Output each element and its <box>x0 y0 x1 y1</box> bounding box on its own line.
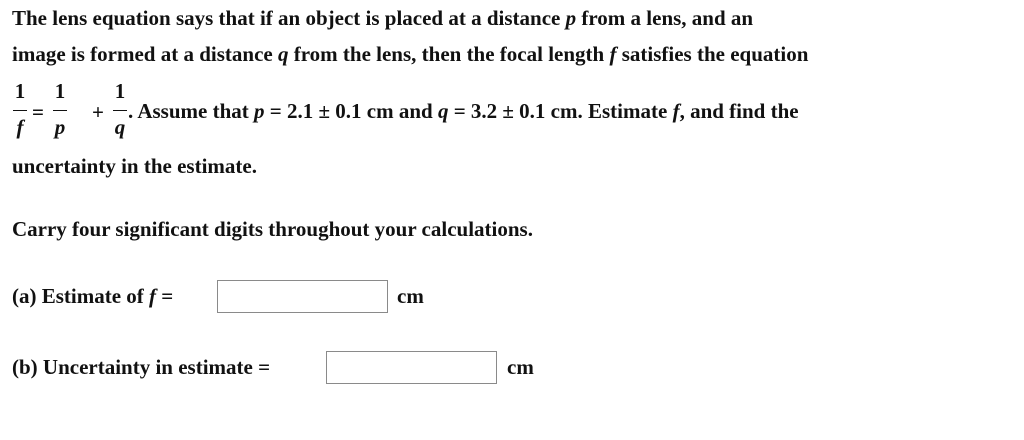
variable-p: p <box>565 6 577 30</box>
problem-text: from the lens, then the focal length <box>288 42 610 66</box>
problem-text: The lens equation says that if an object is placed at a distance <box>12 6 566 30</box>
part-b-label <box>12 355 270 379</box>
fraction-bar <box>53 110 67 111</box>
problem-line-2 <box>12 42 808 66</box>
variable-f: f <box>609 42 617 66</box>
fraction-bar <box>113 110 127 111</box>
part-b-text: (b) Uncertainty in estimate = <box>12 355 271 379</box>
fraction-denominator: p <box>54 115 66 139</box>
problem-text: = 3.2 ± 0.1 cm. Estimate <box>448 99 673 123</box>
plus-sign: + <box>92 100 104 124</box>
variable-q: q <box>277 42 289 66</box>
fraction-numerator: 1 <box>54 79 66 103</box>
problem-text: . Assume that <box>128 99 255 123</box>
fraction-bar <box>13 110 27 111</box>
variable-f: f <box>149 284 157 308</box>
problem-text: from a lens, and an <box>576 6 754 30</box>
uncertainty-input[interactable] <box>326 351 497 384</box>
instruction-text <box>12 217 533 241</box>
part-a-unit <box>397 284 424 308</box>
instruction-label: Carry four significant digits throughout your calculations. <box>12 217 533 241</box>
focal-length-input[interactable] <box>217 280 388 313</box>
unit-label: cm <box>507 355 534 379</box>
equals-sign: = <box>32 100 44 124</box>
fraction-denominator: f <box>16 115 24 139</box>
part-b-unit <box>507 355 534 379</box>
part-a-text: (a) Estimate of <box>12 284 150 308</box>
problem-line-1 <box>12 6 753 30</box>
fraction-numerator: 1 <box>14 79 26 103</box>
problem-text: uncertainty in the estimate. <box>12 154 257 178</box>
part-a-equals: = <box>156 284 174 308</box>
fraction-denominator: q <box>114 115 126 139</box>
problem-text: , and find the <box>679 99 799 123</box>
variable-p: p <box>254 99 265 123</box>
problem-line-3 <box>128 99 799 123</box>
problem-text: = 2.1 ± 0.1 cm and <box>264 99 438 123</box>
problem-text: image is formed at a distance <box>12 42 278 66</box>
variable-q: q <box>437 99 449 123</box>
variable-f: f <box>672 99 680 123</box>
problem-line-4 <box>12 154 257 178</box>
part-a-label <box>12 284 173 308</box>
fraction-numerator: 1 <box>114 79 126 103</box>
problem-text: satisfies the equation <box>616 42 809 66</box>
unit-label: cm <box>397 284 424 308</box>
